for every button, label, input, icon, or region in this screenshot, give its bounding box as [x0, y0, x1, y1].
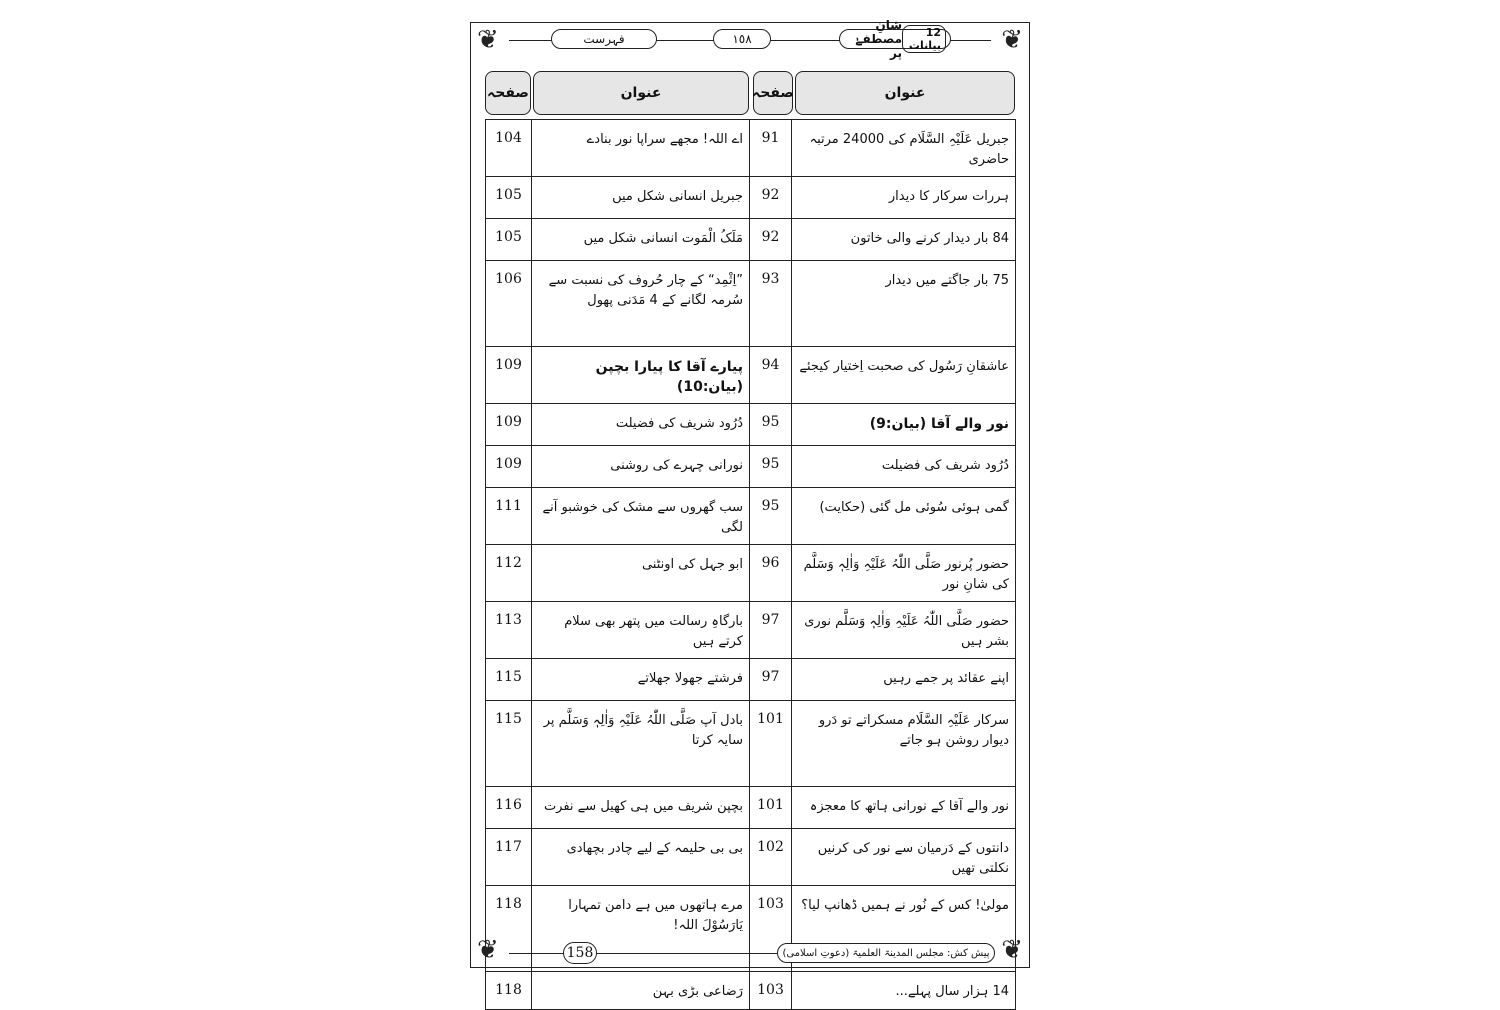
entry-title-right: اپنے عقائد پر جمے رہیں: [792, 659, 1016, 701]
entry-title-left: فرشتے جھولا جھلاتے: [532, 659, 750, 701]
page-number-left: 105: [486, 219, 532, 261]
entry-title-left: مرے ہاتھوں میں ہے دامن تمہارا یَارَسُوْلَ اللہ!: [532, 886, 750, 972]
table-row: [486, 261, 1016, 347]
page-number-right: 101: [750, 701, 792, 787]
entry-title-right: نور والے آقا کے نورانی ہاتھ کا معجزہ: [792, 787, 1016, 829]
table-row: [486, 972, 1016, 1010]
book-title: شانِ مصطفےٰ پر: [855, 18, 903, 60]
page-number-left: 109: [486, 446, 532, 488]
table-row: [486, 659, 1016, 701]
entry-title-right: 14 ہزار سال پہلے...: [792, 972, 1016, 1010]
entry-title-right: حضور صَلَّی اللّٰہُ عَلَیْہِ وَاٰلِہٖ وَسَلَّم نوری بشر ہیں: [792, 602, 1016, 659]
entry-title-right: دانتوں کے دَرمیان سے نور کی کرنیں نکلتی تھیں: [792, 829, 1016, 886]
table-row: [486, 120, 1016, 177]
page-number-right: 92: [750, 219, 792, 261]
entry-title-right: حضور پُرنور صَلَّی اللّٰہُ عَلَیْہِ وَاٰلِہٖ وَسَلَّم کی شانِ نور: [792, 545, 1016, 602]
table-row: [486, 488, 1016, 545]
page-number-left: 118: [486, 886, 532, 972]
corner-ornament-bottom-right-icon: ❦: [1001, 935, 1023, 965]
page-number-right: 93: [750, 261, 792, 347]
entry-title-right: عاشقانِ رَسُول کی صحبت اِختیار کیجئے: [792, 347, 1016, 404]
page-number-right: 95: [750, 446, 792, 488]
entry-title-right: جبریل عَلَیْہِ السَّلَام کی 24000 مرتبہ حاضری: [792, 120, 1016, 177]
table-row: [486, 219, 1016, 261]
entry-title-left: بارگاہِ رسالت میں پتھر بھی سلام کرتے ہیں: [532, 602, 750, 659]
page-number-left: 104: [486, 120, 532, 177]
page-number-right: 103: [750, 886, 792, 972]
entry-title-right: دُرُود شریف کی فضیلت: [792, 446, 1016, 488]
entry-title-left: سب گھروں سے مشک کی خوشبو آنے لگی: [532, 488, 750, 545]
entry-title-left: اے اللہ! مجھے سراپا نور بنادے: [532, 120, 750, 177]
table-row: [486, 602, 1016, 659]
corner-ornament-left-icon: ❦: [477, 25, 499, 55]
entry-title-right: ہررات سرکار کا دیدار: [792, 177, 1016, 219]
entry-title-left: پیارے آقا کا پیارا بچپن (بیان:10): [532, 347, 750, 404]
page-number-left: 116: [486, 787, 532, 829]
header-page-left: صفحہ: [485, 71, 531, 115]
page-number-right: 97: [750, 659, 792, 701]
page-number-right: 102: [750, 829, 792, 886]
section-title: فہرست: [583, 32, 625, 46]
entry-title-right: سرکار عَلَیْہِ السَّلَام مسکراتے تو دَرو دیوار روشن ہو جاتے: [792, 701, 1016, 787]
page-number-right: 101: [750, 787, 792, 829]
page-number-left: 105: [486, 177, 532, 219]
book-page: [470, 18, 1030, 999]
page-number-left: 118: [486, 972, 532, 1010]
corner-ornament-right-icon: ❦: [1001, 25, 1023, 55]
page-number-right: 91: [750, 120, 792, 177]
page-number-right: 96: [750, 545, 792, 602]
entry-title-left: بچپن شریف میں ہی کھیل سے نفرت: [532, 787, 750, 829]
page-number-left: 109: [486, 347, 532, 404]
page-number-left: 109: [486, 404, 532, 446]
entry-title-left: بی بی حلیمہ کے لیے چادر بچھادی: [532, 829, 750, 886]
corner-ornament-bottom-left-icon: ❦: [477, 935, 499, 965]
entry-title-right: 84 بار دیدار کرنے والی خاتون: [792, 219, 1016, 261]
footer-page-number: 158: [563, 942, 597, 964]
table-row: [486, 347, 1016, 404]
page-number-left: 113: [486, 602, 532, 659]
page-number-left: 111: [486, 488, 532, 545]
entry-title-left: مَلَکُ الْمَوت انسانی شکل میں: [532, 219, 750, 261]
header-page-right: صفحہ: [753, 71, 793, 115]
top-page-number: ١٥٨: [732, 32, 752, 46]
table-row: [486, 446, 1016, 488]
page-number-right: 92: [750, 177, 792, 219]
publisher-pill: [777, 943, 995, 963]
entry-title-left: ابو جہل کی اونٹنی: [532, 545, 750, 602]
page-number-left: 115: [486, 701, 532, 787]
entry-title-right: گمی ہوئی سُوئی مل گئی (حکایت): [792, 488, 1016, 545]
entry-title-left: رَضاعی بڑی بہن: [532, 972, 750, 1010]
table-row: [486, 545, 1016, 602]
book-title-pill: [839, 18, 951, 60]
entry-title-left: ”اِثْمِد“ کے چار حُروف کی نسبت سے سُرمہ لگانے کے 4 مَدَنی پھول: [532, 261, 750, 347]
page-number-right: 97: [750, 602, 792, 659]
page-number-right: 94: [750, 347, 792, 404]
table-row: [486, 404, 1016, 446]
entry-title-right: نور والے آقا (بیان:9): [792, 404, 1016, 446]
contents-table: [485, 119, 1016, 1010]
table-row: [486, 829, 1016, 886]
publisher-credit: پیش کش: مجلس المدینۃ العلمیۃ (دعوتِ اسلامی): [782, 947, 990, 959]
entry-title-left: جبریل انسانی شکل میں: [532, 177, 750, 219]
top-page-number-pill: [713, 29, 771, 49]
entry-title-left: دُرُود شریف کی فضیلت: [532, 404, 750, 446]
entry-title-left: بادل آپ صَلَّی اللّٰہُ عَلَیْہِ وَاٰلِہٖ وَسَلَّم پر سایہ کرتا: [532, 701, 750, 787]
book-badge: 12 بیانات: [902, 25, 946, 53]
table-row: [486, 701, 1016, 787]
page-number-right: 95: [750, 404, 792, 446]
table-row: [486, 177, 1016, 219]
page-number-right: 103: [750, 972, 792, 1010]
page-number-left: 106: [486, 261, 532, 347]
entry-title-left: نورانی چہرے کی روشنی: [532, 446, 750, 488]
page-number-left: 117: [486, 829, 532, 886]
section-title-pill: [551, 29, 657, 49]
page-number-left: 115: [486, 659, 532, 701]
entry-title-right: 75 بار جاگتے میں دیدار: [792, 261, 1016, 347]
page-number-right: 95: [750, 488, 792, 545]
header-title-left: عنوان: [533, 71, 749, 115]
header-title-right: عنوان: [795, 71, 1015, 115]
page-number-left: 112: [486, 545, 532, 602]
table-row: [486, 787, 1016, 829]
entry-title-right: مولیٰ! کس کے نُور نے ہمیں ڈھانپ لیا؟: [792, 886, 1016, 972]
